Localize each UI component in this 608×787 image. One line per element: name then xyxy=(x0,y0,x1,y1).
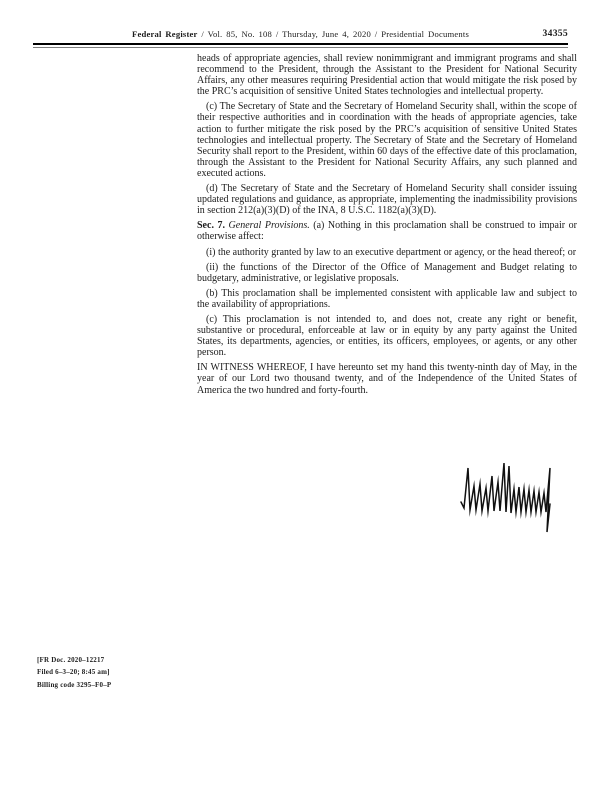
text-run: (b) This proclamation shall be implemented consistent with applicable law and subject to the availability of appropriations. xyxy=(197,287,577,310)
header-rule-thin xyxy=(33,47,568,48)
text-run: (a) Nothing in this proclamation shall be construed to impair or otherwise affect: xyxy=(197,220,577,243)
text-run: Sec. 7. xyxy=(197,220,225,232)
paragraph xyxy=(197,183,577,216)
paragraph xyxy=(197,247,577,258)
paragraph xyxy=(197,314,577,358)
header-rule-thick xyxy=(33,43,568,45)
text-run: (c) The Secretary of State and the Secretary of Homeland Security shall, within the scope of their respective authorities and in coordination with the heads of appropriate agencies, take action to further mitigate the risk posed by the PRC’s acquisition of sensitive United States technologies and intellectual property. The Secretary of State and the Secretary of Homeland Security shall report to the President, within 60 days of the effective date of this proclamation, through the Assistant to the President for National Security Affairs, any such planned and executed actions. xyxy=(197,101,577,179)
page-number: 34355 xyxy=(542,28,568,39)
presidential-signature xyxy=(458,456,564,536)
text-run: (ii) the functions of the Director of the Office of Management and Budget relating to budgetary, administrative, or legislative proposals. xyxy=(197,261,577,284)
running-head xyxy=(33,29,568,39)
fr-doc-number: [FR Doc. 2020–12217 xyxy=(37,656,105,664)
text-run: (d) The Secretary of State and the Secretary of Homeland Security shall consider issuing updated regulations and guidance, as appropriate, implementing the inadmissibility provisions in section 212(a)(3)(D) of the INA, 8 U.S.C. 1182(a)(3)(D). xyxy=(197,183,577,217)
paragraph xyxy=(197,53,577,97)
journal-title: Federal Register xyxy=(132,29,198,39)
paragraph xyxy=(197,220,577,242)
text-run: heads of appropriate agencies, shall review nonimmigrant and immigrant programs and shall recommend to the President, through the Assistant to the President for National Security Affairs, any other measures requiring Presidential action that would mitigate the risk posed by the PRC’s acquisition of sensitive United States technologies and intellectual property. xyxy=(197,53,577,98)
paragraph xyxy=(197,101,577,179)
filed-date: Filed 6–3–20; 8:45 am] xyxy=(37,668,110,677)
paragraph xyxy=(197,262,577,284)
handwritten-signature-icon xyxy=(458,456,564,536)
paragraph xyxy=(197,288,577,310)
billing-code: Billing code 3295–F0–P xyxy=(37,680,112,689)
text-run: IN WITNESS WHEREOF, I have hereunto set my hand this twenty-ninth day of May, in the year of our Lord two thousand twenty, and of the Independence of the United States of America the two hundred and forty-fourth. xyxy=(197,362,577,396)
document-body xyxy=(197,53,577,400)
filing-footnotes xyxy=(37,654,111,691)
issue-citation: / Vol. 85, No. 108 / Thursday, June 4, 2020 / Presidential Documents xyxy=(197,29,469,39)
text-run: (i) the authority granted by law to an executive department or agency, or the head thereof; or xyxy=(206,246,577,258)
text-run: General Provisions. xyxy=(228,220,310,232)
text-run: (c) This proclamation is not intended to, and does not, create any right or benefit, substantive or procedural, enforceable at law or in equity by any party against the United States, its departments, agencies, or entities, its officers, employees, or agents, or any other person. xyxy=(197,313,577,359)
paragraph xyxy=(197,362,577,395)
